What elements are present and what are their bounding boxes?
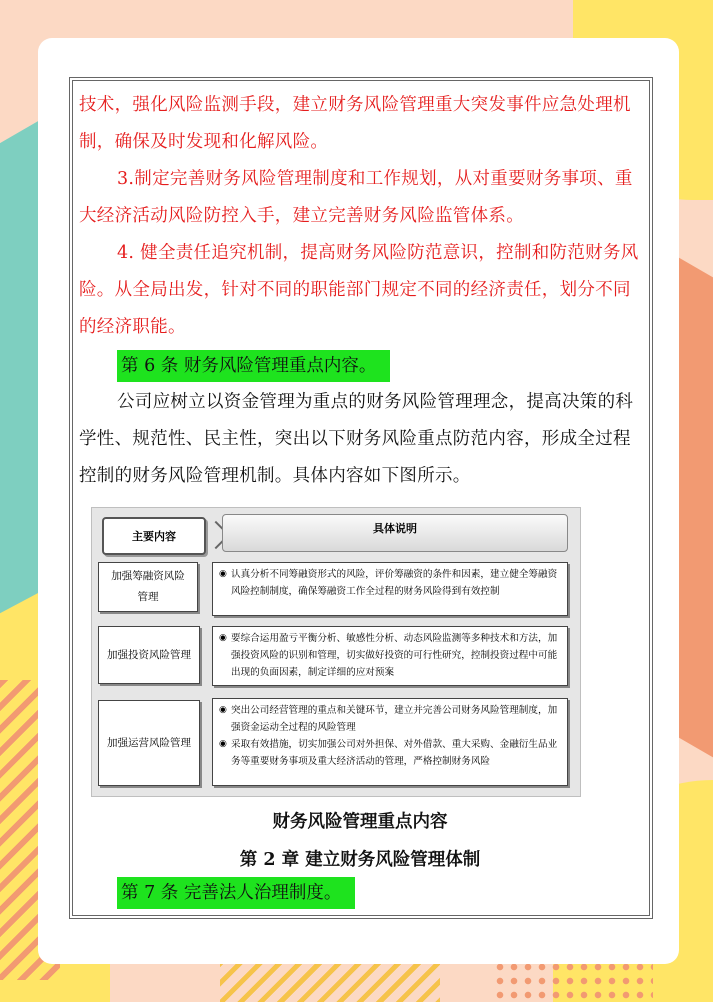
paragraph-risk-monitoring: 技术，强化风险监测手段，建立财务风险管理重大突发事件应急处理机制，确保及时发现和化解风险。: [79, 95, 631, 152]
row-detail-operation: [212, 698, 568, 786]
detail-item: ◉ 采取有效措施，切实加强公司对外担保、对外借款、重大采购、金融衍生品业务等重要财务事项及重大经济活动的管理，严格控制财务风险: [219, 736, 561, 770]
row-title-operation: 加强运营风险管理: [98, 700, 200, 786]
risk-content-diagram: [91, 507, 581, 797]
intro-paragraph: 公司应树立以资金管理为重点的财务风险管理理念，提高决策的科学性、规范性、民主性，突出以下财务风险重点防范内容，形成全过程控制的财务风险管理机制。具体内容如下图所示。: [79, 392, 634, 486]
detail-item: ◉ 认真分析不同筹融资形式的风险，评价筹融资的条件和因素，建立健全筹融资风险控制制度，确保筹融资工作全过程的财务风险得到有效控制: [219, 566, 561, 600]
article-6-heading: 第 6 条 财务风险管理重点内容。: [117, 350, 390, 382]
row-title-financing: 加强筹融资风险管理: [98, 562, 198, 612]
paragraph-item-3: 3.制定完善财务风险管理制度和工作规划，从对重要财务事项、重大经济活动风险防控入手，建立完善财务风险监管体系。: [79, 169, 633, 226]
header-main-content: 主要内容: [102, 517, 206, 555]
article-7-heading: 第 7 条 完善法人治理制度。: [117, 877, 355, 909]
paragraph-item-4: 4. 健全责任追究机制，提高财务风险防范意识，控制和防范财务风险。从全局出发，针对不同的职能部门规定不同的经济责任，划分不同的经济职能。: [79, 243, 639, 337]
header-detail: 具体说明: [222, 514, 568, 552]
detail-item: ◉ 突出公司经营管理的重点和关键环节，建立并完善公司财务风险管理制度，加强资金运动全过程的风险管理: [219, 702, 561, 736]
document-content: [79, 87, 641, 909]
row-detail-financing: [212, 562, 568, 616]
detail-item: ◉ 要综合运用盈亏平衡分析、敏感性分析、动态风险监测等多种技术和方法，加强投资风险的识别和管理，切实做好投资的可行性研究，控制投资过程中可能出现的负面因素，制定详细的应对预案: [219, 630, 561, 681]
figure-caption: 财务风险管理重点内容: [272, 812, 448, 832]
document-frame: [72, 80, 650, 916]
row-detail-investment: [212, 626, 568, 686]
row-title-investment: 加强投资风险管理: [98, 626, 200, 684]
chapter-heading: 第 2 章 建立财务风险管理体制: [239, 850, 481, 870]
